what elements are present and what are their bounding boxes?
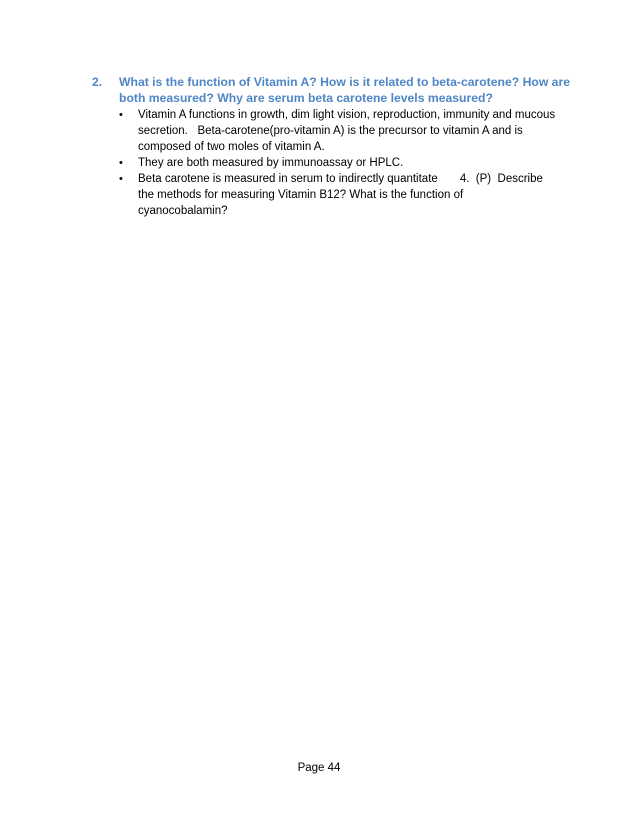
answer-bullet	[118, 171, 563, 219]
bullet-icon: •	[119, 109, 123, 121]
question-line: both measured? Why are serum beta carotene levels measured?	[119, 91, 493, 105]
bullet-line: They are both measured by immunoassay or HPLC.	[138, 157, 404, 169]
answer-bullet	[118, 107, 563, 155]
question-text	[119, 74, 570, 106]
bullet-line: composed of two moles of vitamin A.	[138, 141, 325, 153]
bullet-line-text: Beta carotene is measured in serum to indirectly quantitate	[138, 173, 438, 185]
next-question-fragment: 4. (P) Describe	[459, 173, 543, 185]
question-number: 2.	[92, 75, 103, 89]
bullet-line	[138, 171, 563, 187]
bullet-line: cyanocobalamin?	[138, 205, 228, 217]
answer-bullet	[118, 155, 563, 171]
answer-bullet-list	[118, 107, 563, 219]
bullet-line: secretion. Beta-carotene(pro-vitamin A) is the precursor to vitamin A and is	[138, 125, 523, 137]
question-line: What is the function of Vitamin A? How is it related to beta-carotene? How are	[119, 75, 570, 89]
bullet-icon: •	[119, 173, 123, 185]
page-number: Page 44	[297, 762, 341, 774]
bullet-line: the methods for measuring Vitamin B12? What is the function of	[138, 189, 464, 201]
bullet-icon: •	[119, 157, 123, 169]
bullet-line: Vitamin A functions in growth, dim light vision, reproduction, immunity and mucous	[138, 109, 556, 121]
